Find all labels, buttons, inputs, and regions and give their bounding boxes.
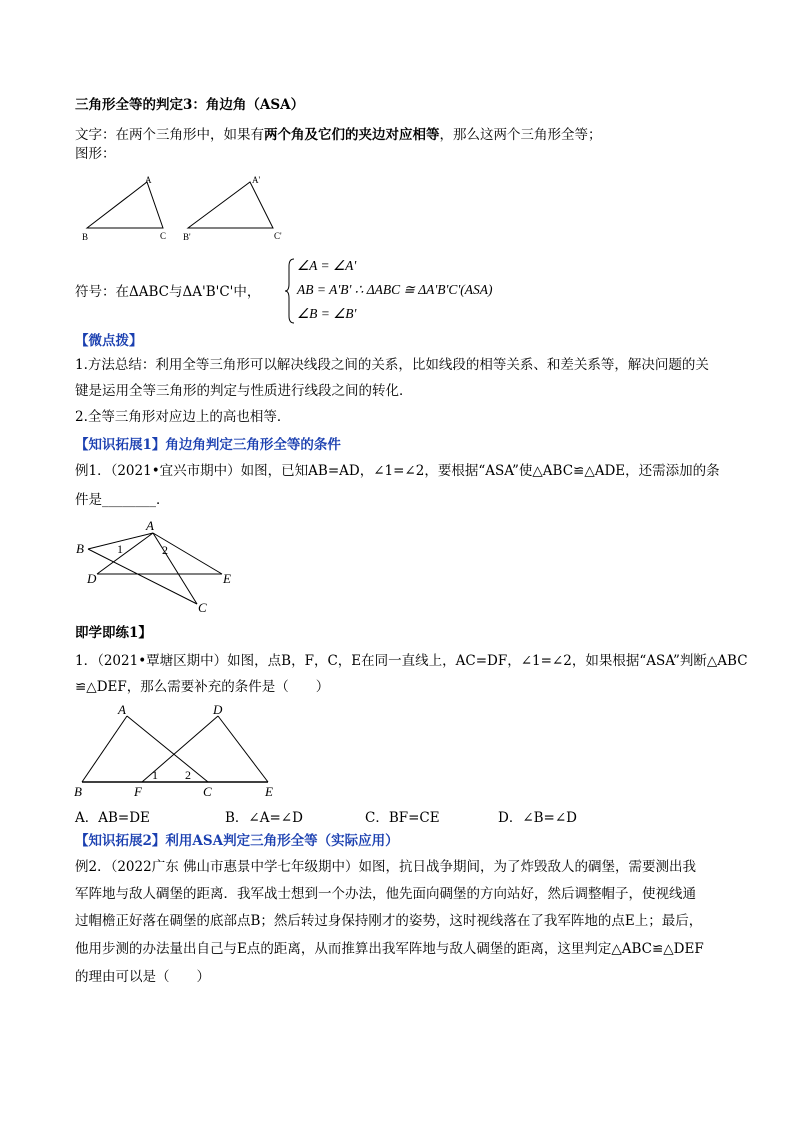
example2-line-2: 军阵地与敌人碉堡的距离．我军战士想到一个办法，他先面向碉堡的方向站好，然后调整帽子，使视线通: [75, 886, 696, 902]
definition-text: [75, 126, 602, 144]
example2-line-3: 过帽檐正好落在碉堡的底部点B；然后转过身保持刚才的姿势，这时视线落在了我军阵地的点E上；最后，: [75, 913, 703, 929]
fig3-label-c: C: [203, 784, 212, 799]
tri2-label-a: A': [252, 175, 261, 185]
extension1-title: 【知识拓展1】角边角判定三角形全等的条件: [75, 437, 341, 453]
left-brace-icon: [285, 258, 295, 324]
question1-line-a: 1．（2021•覃塘区期中）如图，点B，F，C，E在同一直线上，AC=DF，∠1=∠2，如果根据“ASA”判断△ABC: [75, 653, 748, 669]
tip1-line-b: 键是运用全等三角形的判定与性质进行线段之间的转化．: [75, 383, 413, 399]
fig2-angle-2: 2: [162, 543, 168, 557]
option-d: D．∠B=∠D: [498, 810, 578, 826]
segment-ac: [127, 716, 208, 782]
figure-label: 图形：: [75, 146, 116, 162]
fig3-label-a: A: [118, 702, 126, 717]
tip-header: 【微点拨】: [75, 333, 143, 349]
example1-line-a: 例1．（2021•宜兴市期中）如图，已知AB=AD，∠1=∠2，要根据“ASA”使△ABC≌△ADE，还需添加的条: [75, 463, 720, 479]
fig3-label-e: E: [265, 784, 273, 799]
tri1-label-c: C: [160, 231, 167, 241]
triangle-a-b-c-prime: [188, 182, 273, 228]
option-c: C．BF=CE: [365, 810, 440, 826]
segment-de: [218, 716, 268, 782]
segment-bc: [88, 549, 197, 604]
fig3-angle-1: 1: [152, 768, 158, 782]
tri2-label-c: C': [274, 231, 282, 241]
extension2-title: 【知识拓展2】利用ASA判定三角形全等（实际应用）: [75, 833, 399, 849]
fig2-label-d: D: [87, 571, 97, 586]
fig2-label-c: C: [198, 600, 207, 615]
practice-title: 即学即练1】: [75, 625, 152, 641]
definition-prefix: 文字：在两个三角形中，如果有: [75, 127, 264, 143]
example2-line-5: 的理由可以是（ ）: [75, 969, 210, 985]
fig3-angle-2: 2: [185, 768, 191, 782]
option-a: A．AB=DE: [75, 810, 150, 826]
fig3-label-f: F: [134, 784, 142, 799]
example2-line-1: 例2．（2022广东 佛山市惠景中学七年级期中）如图，抗日战争期间，为了炸毁敌人的碉堡，需要测出我: [75, 859, 696, 875]
fig2-angle-1: 1: [117, 542, 123, 556]
section-title: 三角形全等的判定3：角边角（ASA）: [75, 97, 305, 113]
fig3-label-b: B: [74, 784, 82, 799]
equation-angle-a: ∠A = ∠A': [297, 258, 357, 273]
equation-angle-b: ∠B = ∠B': [297, 306, 357, 321]
option-b: B．∠A=∠D: [225, 810, 303, 826]
definition-bold: 两个角及它们的夹边对应相等: [264, 127, 440, 143]
tri2-label-b: B': [183, 232, 191, 242]
question1-line-b: ≌△DEF，那么需要补充的条件是（ ）: [75, 679, 330, 695]
fig2-label-b: B: [76, 541, 84, 556]
fig2-label-a: A: [146, 518, 154, 533]
example2-line-4: 他用步测的办法量出自己与E点的距离，从而推算出我军阵地与敌人碉堡的距离，这里判定△ABC≌△DEF: [75, 941, 704, 957]
segment-ba: [82, 716, 127, 782]
fig3-label-d: D: [213, 702, 223, 717]
symbol-prefix: 符号：在ΔABC与ΔA'B'C'中，: [75, 284, 261, 300]
tri1-label-a: A: [145, 175, 152, 185]
triangle-abc: [87, 182, 163, 228]
equation-side-ab: AB = A'B' ∴ ΔABC ≅ ΔA'B'C'(ASA): [297, 282, 493, 297]
tip1-line-a: 1.方法总结：利用全等三角形可以解决线段之间的关系，比如线段的相等关系、和差关系等，解决问题的关: [75, 357, 709, 373]
question1-figure: [70, 700, 285, 802]
definition-suffix: ，那么这两个三角形全等；: [439, 127, 602, 143]
example1-line-b: 件是________．: [75, 492, 170, 508]
tri1-label-b: B: [82, 232, 89, 242]
example1-figure: [75, 516, 245, 616]
congruent-triangles-figure: [75, 170, 305, 250]
fig2-label-e: E: [223, 571, 231, 586]
tip2-line: 2.全等三角形对应边上的高也相等．: [75, 409, 291, 425]
